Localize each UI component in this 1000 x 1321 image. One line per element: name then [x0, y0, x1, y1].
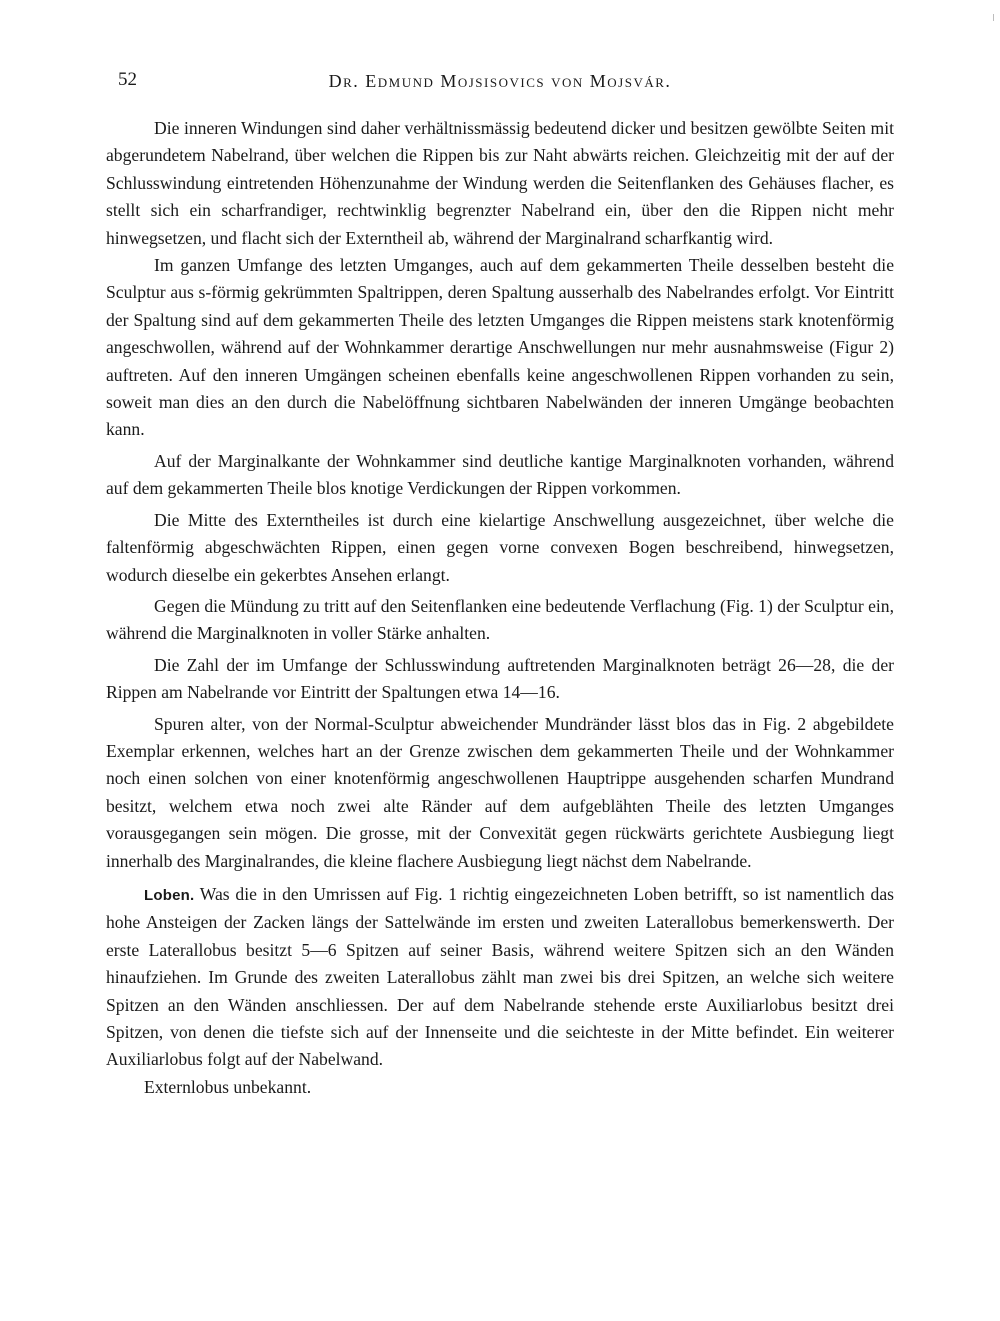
paragraph-external-part: Die Mitte des Externtheiles ist durch eine kielartige Anschwellung ausgezeichnet, über welche die faltenförmig abgeschwächten Rippen, einen gegen vorne convexen Bogen beschreibend, hinwegsetzen, wodurch dieselbe ein gekerbtes Ansehen erlangt. [106, 509, 894, 585]
page-number: 52 [118, 69, 137, 90]
running-head: Dr. Edmund Mojsisovics von Mojsvár. [328, 71, 672, 91]
scan-corner-mark [993, 14, 994, 21]
closing-line: Externlobus unbekannt. [144, 1076, 312, 1097]
paragraph-aperture: Gegen die Mündung zu tritt auf den Seitenflanken eine bedeutende Verflachung (Fig. 1) der Sculptur ein, während die Marginalknoten in voller Stärke anhalten. [106, 595, 894, 644]
body-text [106, 115, 894, 1101]
paragraph-inner-whorls: Die inneren Windungen sind daher verhältnissmässig bedeutend dicker und besitzen gewölbte Seiten mit abgerundetem Nabelrand, über welchen die Rippen bis zur Naht abwärts reichen. Gleichzeitig mit der auf der Schlusswindung eintretenden Höhenzunahme der Windung werden die Seitenflanken des Gehäuses flacher, es stellt sich ein scharfrandiger, rechtwinklig begrenzter Nabelrand ein, über den die Rippen nicht mehr hinwegsetzen, und flacht sich der Externtheil ab, während der Marginalrand scharfkantig wird. [106, 118, 894, 248]
paragraph-loben [106, 881, 894, 1074]
loben-heading: Loben. [144, 886, 195, 904]
paragraph-marginal-knots: Auf der Marginalkante der Wohnkammer sind deutliche kantige Marginalknoten vorhanden, während auf dem gekammerten Theile blos knotige Verdickungen der Rippen vorkommen. [106, 450, 894, 499]
paragraph-counts: Die Zahl der im Umfange der Schlusswindung auftretenden Marginalknoten beträgt 26—28, die der Rippen am Nabelrande vor Eintritt der Spaltungen etwa 14—16. [106, 654, 894, 703]
paragraph-old-mouth-margins: Spuren alter, von der Normal-Sculptur abweichender Mundränder lässt blos das in Fig. 2 abgebildete Exemplar erkennen, welches hart an der Grenze zwischen dem gekammerten Theile und der Wohnkammer noch einen solchen von einer knotenförmig angeschwollenen Hauptrippe ausgehenden scharfen Mundrand besitzt, welchem etwa noch zwei alte Ränder auf dem aufgeblähten Theile des letzten Umganges vorausgegangen sein mögen. Die grosse, mit der Convexität gegen rückwärts gerichtete Ausbiegung liegt innerhalb des Marginalrandes, die kleine flachere Ausbiegung liegt nächst dem Nabelrande. [106, 713, 894, 871]
paragraph-sculpture: Im ganzen Umfange des letzten Umganges, auch auf dem gekammerten Theile desselben besteht die Sculptur aus s-förmig gekrümmten Spaltrippen, deren Spaltung ausserhalb des Nabelrandes erfolgt. Vor Eintritt der Spaltung sind auf dem gekammerten Theile des letzten Umganges die Rippen meistens stark knotenförmig angeschwollen, während auf der Wohnkammer derartige Anschwellungen nur mehr ausnahmsweise (Figur 2) auftreten. Auf den inneren Umgängen scheinen ebenfalls keine angeschwollenen Rippen vorhanden zu sein, soweit man dies an den durch die Nabelöffnung sichtbaren Nabelwänden der inneren Umgänge beobachten kann. [106, 255, 894, 440]
loben-text: Was die in den Umrissen auf Fig. 1 richtig eingezeichneten Loben betrifft, so ist namentlich das hohe Ansteigen der Zacken längs der Sattelwände im ersten und zweiten Laterallobus bemerkenswerth. Der erste Laterallobus besitzt 5—6 Spitzen auf seiner Basis, während weitere Spitzen sich an den Wänden hinaufziehen. Im Grunde des zweiten Laterallobus zählt man zwei bis drei Spitzen, an welche sich weitere Spitzen an den Wänden anschliessen. Der auf dem Nabelrande stehende erste Auxiliarlobus besitzt drei Spitzen, von denen die tiefste sich auf der Innenseite und die seichteste in der Mitte befindet. Ein weiterer Auxiliarlobus folgt auf der Nabelwand. [106, 883, 894, 1070]
